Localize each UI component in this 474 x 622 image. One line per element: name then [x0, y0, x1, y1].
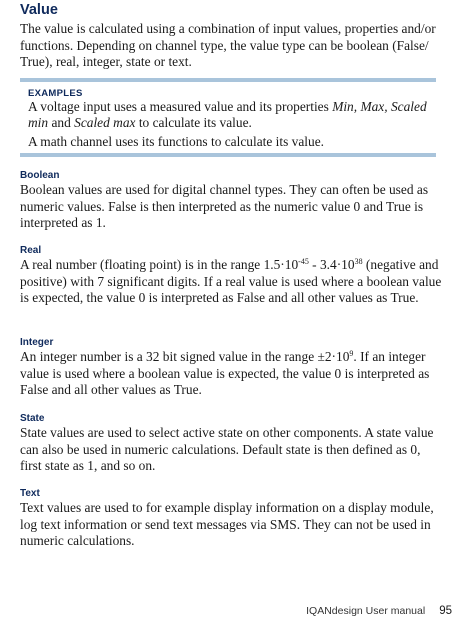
text-heading: Text — [20, 488, 40, 499]
boolean-heading: Boolean — [20, 170, 60, 181]
page-number: 95 — [439, 605, 452, 617]
page-footer — [306, 605, 452, 617]
examples-bottom-rule — [20, 153, 436, 157]
integer-description — [20, 349, 445, 399]
real-exponent-1: -45 — [298, 257, 309, 266]
example-voltage-props: Min, Max, Scaled min — [28, 99, 427, 131]
boolean-description: Boolean values are used for digital channel types. They can often be used as numeric values. False is then interpreted as the numeric value 0 and True is interpreted as 1. — [20, 182, 429, 231]
integer-text-1: An integer number is a 32 bit signed value in the range ±2·10 — [20, 349, 350, 364]
text-description: Text values are used to for example display information on a display module, log text information or send text messages via SMS. They can not be used in numeric calculations. — [20, 500, 434, 549]
manual-title: IQANdesign User manual — [306, 605, 426, 617]
examples-heading: EXAMPLES — [28, 88, 83, 99]
real-text-3: (negative and positive) with 7 significant digits. If a real value is used where a boolean value is expected, the value 0 is interpreted as False and all other values as True. — [20, 257, 442, 306]
real-text-1: A real number (floating point) is in the range 1.5·10 — [20, 257, 299, 272]
example-voltage-text-c: to calculate its value. — [135, 115, 252, 131]
value-description: The value is calculated using a combination of input values, properties and/or functions. Depending on channel type, the value type can be boolean (False/ True), real, integer, state or text. — [20, 21, 436, 70]
examples-top-rule — [20, 78, 436, 82]
real-text-2: - 3.4·10 — [308, 257, 355, 272]
value-heading: Value — [20, 2, 58, 18]
state-description: State values are used to select active state on other components. A state value can also be used in numeric calculations. Default state is then defined as 0, first state as 1, and so on. — [20, 425, 434, 474]
integer-heading: Integer — [20, 337, 54, 348]
example-voltage-text-b: and — [48, 115, 75, 131]
example-math-channel: A math channel uses its functions to calculate its value. — [28, 134, 325, 149]
state-heading: State — [20, 413, 45, 424]
example-voltage-text-a: A voltage input uses a measured value and its properties — [28, 99, 333, 114]
integer-exponent: 9 — [349, 349, 354, 358]
example-voltage-input — [28, 99, 438, 132]
real-exponent-2: 38 — [354, 257, 363, 266]
integer-text-2: . If an integer value is used where a boolean value is expected, the value 0 is interpreted as False and all other values as True. — [20, 349, 430, 398]
real-description — [20, 257, 445, 307]
example-voltage-scaled-max: Scaled max — [74, 115, 136, 131]
real-heading: Real — [20, 245, 42, 256]
